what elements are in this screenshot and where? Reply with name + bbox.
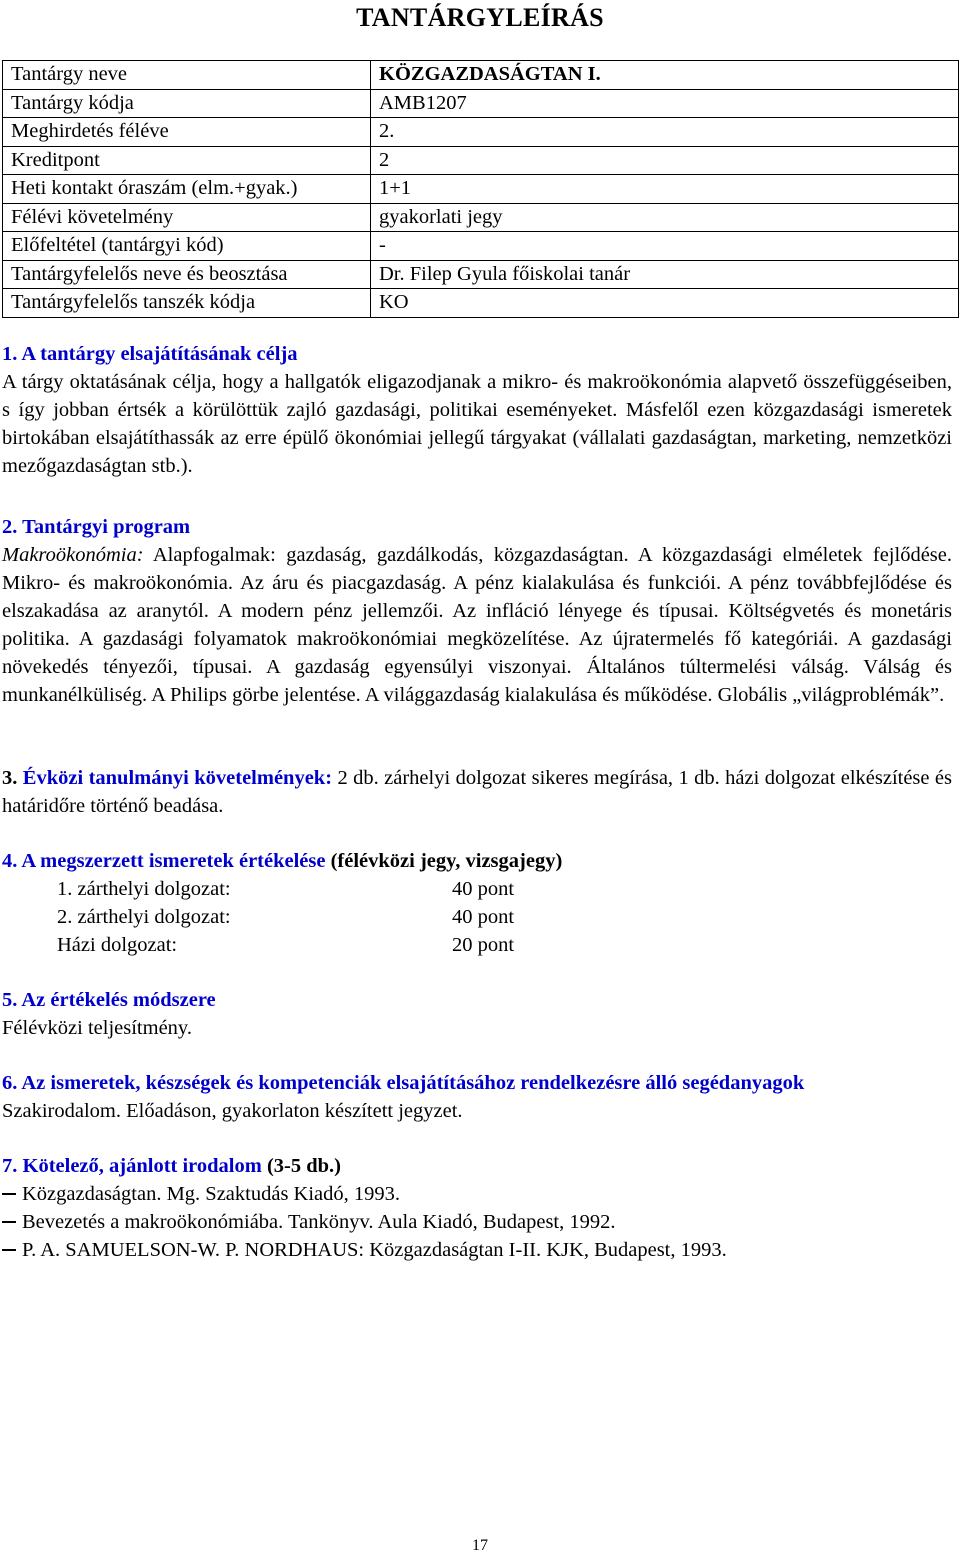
course-code-value: AMB1207 <box>371 89 959 118</box>
section-7-heading-paren: (3-5 db.) <box>266 1155 341 1177</box>
literature-item-text: P. A. SAMUELSON-W. P. NORDHAUS: Közgazdaságtan I-II. KJK, Budapest, 1993. <box>22 1239 727 1261</box>
responsible-value: Dr. Filep Gyula főiskolai tanár <box>371 260 959 289</box>
section-6-heading: 6. Az ismeretek, készségek és kompetenciák elsajátításához rendelkezésre álló segédanyagok <box>2 1072 805 1094</box>
list-item <box>2 1180 952 1208</box>
section-1-heading: 1. A tantárgy elsajátításának célja <box>2 343 298 365</box>
table-row <box>3 89 959 118</box>
dash-bullet-icon <box>2 1193 16 1195</box>
grade-label: Házi dolgozat: <box>57 934 178 956</box>
document-title: TANTÁRGYLEÍRÁS <box>356 3 604 32</box>
weekly-hours-label: Heti kontakt óraszám (elm.+gyak.) <box>3 175 371 204</box>
grade-value: 40 pont <box>452 878 515 900</box>
semester-label: Meghirdetés féléve <box>3 118 371 147</box>
section-4-heading: 4. A megszerzett ismeretek értékelése <box>2 850 326 872</box>
table-row <box>3 260 959 289</box>
section-materials <box>2 1069 958 1125</box>
section-3-block <box>2 764 952 820</box>
course-info-table <box>2 60 959 318</box>
literature-item-text: Bevezetés a makroökonómiába. Tankönyv. Aula Kiadó, Budapest, 1992. <box>22 1211 616 1233</box>
dash-bullet-icon <box>2 1221 16 1223</box>
section-1-text: A tárgy oktatásának célja, hogy a hallgatók eligazodjanak a mikro- és makroökonómia alapvető összefüggéseiben, s így jobban értsék a körülöttük zajló gazdasági, politikai eseményeket. Másfelől ezen közgazdasági ismeretek birtokában elsajátíthassák az erre épülő ökonómiai jellegű tárgyakat (vállalati gazdaságtan, marketing, nemzetközi mezőgazdaságtan stb.). <box>2 371 952 477</box>
table-row <box>3 146 959 175</box>
table-row <box>3 232 959 261</box>
grade-label: 2. zárthelyi dolgozat: <box>57 906 231 928</box>
weekly-hours-value: 1+1 <box>371 175 959 204</box>
grade-row <box>2 931 952 959</box>
section-4-heading-line <box>2 847 952 875</box>
section-evaluation-method <box>2 986 952 1042</box>
section-3-heading: Évközi tanulmányi követelmények: <box>22 767 333 789</box>
credit-value: 2 <box>371 146 959 175</box>
requirement-label: Félévi követelmény <box>3 203 371 232</box>
section-7-heading-line <box>2 1152 952 1180</box>
course-name-value: KÖZGAZDASÁGTAN I. <box>371 61 959 90</box>
section-course-goal <box>2 340 952 480</box>
grade-row <box>2 903 952 931</box>
section-program <box>2 513 952 709</box>
table-row <box>3 203 959 232</box>
literature-item-text: Közgazdaságtan. Mg. Szaktudás Kiadó, 1993. <box>22 1183 401 1205</box>
section-3-number: 3. <box>2 767 18 789</box>
requirement-value: gyakorlati jegy <box>371 203 959 232</box>
course-code-label: Tantárgy kódja <box>3 89 371 118</box>
section-4-heading-paren: (félévközi jegy, vizsgajegy) <box>330 850 563 872</box>
prerequisite-label: Előfeltétel (tantárgyi kód) <box>3 232 371 261</box>
table-row <box>3 61 959 90</box>
grade-value: 40 pont <box>452 906 515 928</box>
section-2-text-block <box>2 541 952 709</box>
list-item <box>2 1208 952 1236</box>
course-name-label: Tantárgy neve <box>3 61 371 90</box>
section-5-text: Félévközi teljesítmény. <box>2 1017 192 1039</box>
grade-value: 20 pont <box>452 934 515 956</box>
section-6-text: Szakirodalom. Előadáson, gyakorlaton készített jegyzet. <box>2 1100 463 1122</box>
section-5-heading: 5. Az értékelés módszere <box>2 989 216 1011</box>
section-7-heading: 7. Kötelező, ajánlott irodalom <box>2 1155 262 1177</box>
section-2-heading: 2. Tantárgyi program <box>2 516 191 538</box>
section-assessment <box>2 847 952 959</box>
credit-label: Kreditpont <box>3 146 371 175</box>
section-3-text: 2 db. zárhelyi dolgozat sikeres megírása, 1 db. házi dolgozat elkészítése és határidőre történő beadása. <box>2 767 953 817</box>
grade-row <box>2 875 952 903</box>
section-requirements <box>2 764 952 820</box>
semester-value: 2. <box>371 118 959 147</box>
responsible-label: Tantárgyfelelős neve és beosztása <box>3 260 371 289</box>
table-row <box>3 289 959 318</box>
dash-bullet-icon <box>2 1249 16 1251</box>
table-row <box>3 175 959 204</box>
table-row <box>3 118 959 147</box>
page-number: 17 <box>472 1537 488 1554</box>
grade-label: 1. zárthelyi dolgozat: <box>57 878 231 900</box>
section-2-italic-lead: Makroökonómia: <box>2 544 144 566</box>
section-literature <box>2 1152 952 1264</box>
section-2-text: Alapfogalmak: gazdaság, gazdálkodás, közgazdaságtan. A közgazdasági elméletek fejlődése. Mikro- és makroökonómia. Az áru és piacgazdaság. A pénz kialakulása és funkciói. A pénz továbbfejlődése és elszakadása az aranytól. A modern pénz jellemzői. Az infláció lényege és típusai. Költségvetés és monetáris politika. A gazdasági folyamatok makroökonómiai megközelítése. Az újratermelés fő kategóriái. A gazdasági növekedés tényezői, típusai. A gazdaság egyensúlyi viszonyai. Általános túltermelési válság. Válság és munkanélküliség. A Philips görbe jelentése. A világgazdaság kialakulása és működése. Globális „világproblémák”. <box>2 544 952 706</box>
department-code-label: Tantárgyfelelős tanszék kódja <box>3 289 371 318</box>
prerequisite-value: - <box>371 232 959 261</box>
list-item <box>2 1236 952 1264</box>
department-code-value: KO <box>371 289 959 318</box>
